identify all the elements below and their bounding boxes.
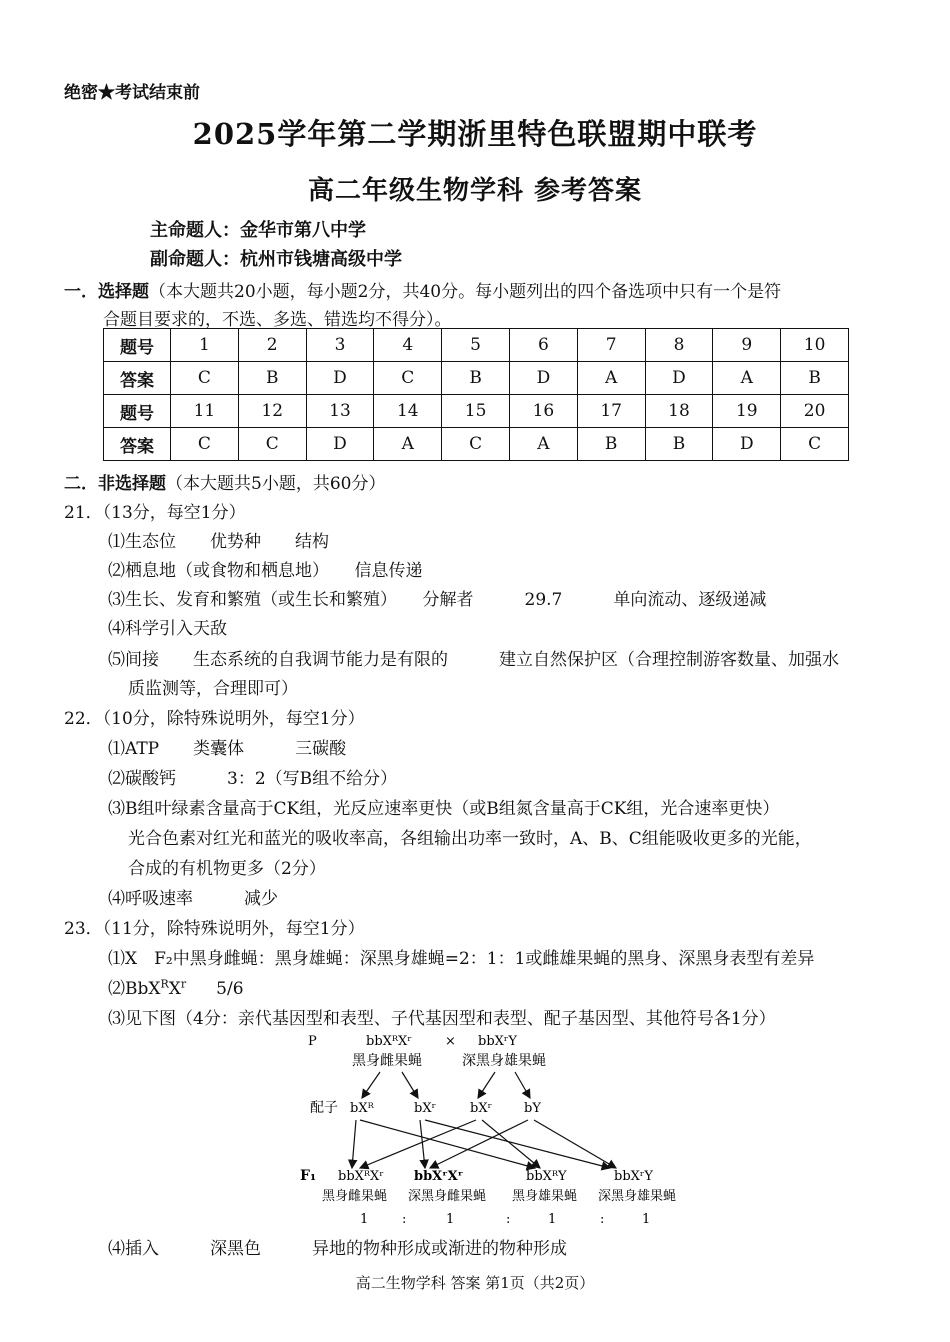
section2-heading-line bbox=[64, 469, 385, 494]
gamete-label: 配子 bbox=[310, 1100, 338, 1116]
table-row bbox=[104, 428, 849, 461]
table-header-cell: 答案 bbox=[104, 362, 171, 395]
table-cell: B bbox=[238, 362, 306, 395]
q23-answer-3: ⑶见下图（4分：亲代基因型和表型、子代基因型和表型、配子基因型、其他符号各1分） bbox=[108, 1009, 776, 1029]
gamete-3: bXʳ bbox=[470, 1101, 493, 1116]
q21-answer-4: ⑷科学引入天敌 bbox=[108, 619, 227, 639]
offspring-3-phenotype: 黑身雄果蝇 bbox=[512, 1189, 578, 1204]
offspring-3-genotype: bbXᴿY bbox=[526, 1169, 567, 1184]
table-header-cell: 题号 bbox=[104, 329, 171, 362]
table-row bbox=[104, 329, 849, 362]
table-header-cell: 答案 bbox=[104, 428, 171, 461]
page-footer: 高二生物学科 答案 第1页（共2页） bbox=[355, 1274, 595, 1292]
q22-answer-3: ⑶B组叶绿素含量高于CK组，光反应速率更快（或B组氮含量高于CK组，光合速率更快） bbox=[108, 799, 780, 819]
table-cell: D bbox=[645, 362, 713, 395]
table-cell: B bbox=[645, 428, 713, 461]
offspring-1-genotype: bbXᴿXʳ bbox=[338, 1169, 384, 1184]
offspring-1-phenotype: 黑身雌果蝇 bbox=[322, 1189, 388, 1204]
chief-author: 主命题人：金华市第八中学 bbox=[150, 220, 366, 241]
q23-genotype-mid: X bbox=[168, 979, 181, 999]
q21-answer-1: ⑴生态位 优势种 结构 bbox=[108, 532, 329, 552]
table-cell: 4 bbox=[374, 329, 442, 362]
table-cell: 1 bbox=[171, 329, 239, 362]
q22-answer-1: ⑴ATP 类囊体 三碳酸 bbox=[108, 739, 347, 759]
ratio-value: 1 bbox=[548, 1212, 557, 1227]
male-parent-phenotype: 深黑身雄果蝇 bbox=[462, 1053, 546, 1069]
table-cell: 12 bbox=[238, 395, 306, 428]
q23-heading: 23．（11分，除特殊说明外，每空1分） bbox=[64, 919, 365, 939]
section2-heading: 二．非选择题 bbox=[64, 474, 166, 494]
ratio-value: 1 bbox=[360, 1212, 369, 1227]
q23-genotype-prefix: ⑵BbX bbox=[108, 979, 161, 999]
document-title: 2025学年第二学期浙里特色联盟期中联考 bbox=[192, 117, 758, 151]
table-cell: A bbox=[713, 362, 781, 395]
table-cell: 8 bbox=[645, 329, 713, 362]
table-cell: C bbox=[171, 428, 239, 461]
section1-heading: 一．选择题 bbox=[64, 282, 149, 302]
table-cell: 14 bbox=[374, 395, 442, 428]
table-cell: D bbox=[713, 428, 781, 461]
offspring-4-genotype: bbXʳY bbox=[614, 1169, 653, 1184]
table-cell: C bbox=[781, 428, 849, 461]
parent-label: P bbox=[308, 1034, 317, 1049]
arrow bbox=[515, 1072, 530, 1098]
table-cell: B bbox=[781, 362, 849, 395]
deputy-author: 副命题人：杭州市钱塘高级中学 bbox=[150, 249, 402, 270]
table-cell: C bbox=[374, 362, 442, 395]
offspring-2-genotype: bbXʳXʳ bbox=[414, 1169, 464, 1184]
ratio-value: 1 bbox=[446, 1212, 455, 1227]
table-cell: 5 bbox=[442, 329, 510, 362]
ratio-value: 1 bbox=[642, 1212, 651, 1227]
q23-answer-4: ⑷插入 深黑色 异地的物种形成或渐进的物种形成 bbox=[108, 1239, 567, 1259]
gamete-1: bXᴿ bbox=[350, 1101, 374, 1116]
table-cell: 10 bbox=[781, 329, 849, 362]
q21-answer-3: ⑶生长、发育和繁殖（或生长和繁殖） 分解者 29.7 单向流动、逐级递减 bbox=[108, 590, 767, 610]
table-row bbox=[104, 395, 849, 428]
q21-answer-2: ⑵栖息地（或食物和栖息地） 信息传递 bbox=[108, 561, 423, 581]
arrow bbox=[425, 1120, 610, 1168]
table-cell: B bbox=[442, 362, 510, 395]
table-cell: 2 bbox=[238, 329, 306, 362]
answer-table bbox=[103, 328, 849, 461]
table-cell: 17 bbox=[577, 395, 645, 428]
ratio-colon: : bbox=[402, 1212, 407, 1227]
arrow bbox=[362, 1072, 380, 1098]
arrow bbox=[360, 1120, 476, 1168]
female-parent-phenotype: 黑身雌果蝇 bbox=[352, 1053, 422, 1069]
table-cell: 15 bbox=[442, 395, 510, 428]
section1-desc-line1: （本大题共20小题，每小题2分，共40分。每小题列出的四个备选项中只有一个是符 bbox=[149, 282, 782, 302]
q23-genotype-sup-r: R bbox=[160, 977, 169, 991]
table-cell: D bbox=[306, 428, 374, 461]
q23-answer-1: ⑴X F₂中黑身雌蝇：黑身雄蝇：深黑身雄蝇=2：1：1或雌雄果蝇的黑身、深黑身表型有差异 bbox=[108, 949, 815, 969]
table-cell: D bbox=[306, 362, 374, 395]
offspring-4-phenotype: 深黑身雄果蝇 bbox=[598, 1189, 677, 1204]
table-cell: 13 bbox=[306, 395, 374, 428]
q22-answer-3-cont2: 合成的有机物更多（2分） bbox=[128, 859, 326, 879]
q22-heading: 22．（10分，除特殊说明外，每空1分） bbox=[64, 709, 365, 729]
table-cell: A bbox=[577, 362, 645, 395]
q21-answer-5: ⑸间接 生态系统的自我调节能力是有限的 建立自然保护区（合理控制游客数量、加强水 bbox=[108, 650, 839, 670]
arrow bbox=[430, 1120, 528, 1168]
gamete-2: bXʳ bbox=[414, 1101, 437, 1116]
arrow bbox=[478, 1072, 495, 1098]
q23-probability: 5/6 bbox=[216, 979, 244, 999]
q22-answer-2: ⑵碳酸钙 3：2（写B组不给分） bbox=[108, 769, 398, 789]
f1-label: F₁ bbox=[300, 1168, 317, 1184]
table-cell: 16 bbox=[509, 395, 577, 428]
offspring-2-phenotype: 深黑身雌果蝇 bbox=[408, 1189, 487, 1204]
q21-heading: 21．（13分，每空1分） bbox=[64, 503, 246, 523]
ratio-colon: : bbox=[600, 1212, 605, 1227]
section1-desc-line2: 合题目要求的，不选、多选、错选均不得分）。 bbox=[103, 310, 452, 330]
genetic-cross-diagram bbox=[290, 1030, 700, 1230]
q23-genotype-sup-lr: r bbox=[180, 977, 187, 991]
table-cell: 11 bbox=[171, 395, 239, 428]
document-subtitle: 高二年级生物学科 参考答案 bbox=[307, 176, 643, 206]
gamete-4: bY bbox=[524, 1101, 541, 1116]
q23-answer-2 bbox=[108, 974, 244, 999]
q22-answer-4: ⑷呼吸速率 减少 bbox=[108, 889, 278, 909]
confidential-mark: 绝密★考试结束前 bbox=[64, 83, 200, 103]
arrow bbox=[360, 1120, 535, 1168]
table-cell: 6 bbox=[509, 329, 577, 362]
table-header-cell: 题号 bbox=[104, 395, 171, 428]
table-cell: 3 bbox=[306, 329, 374, 362]
q22-answer-3-cont1: 光合色素对红光和蓝光的吸收率高，各组输出功率一致时，A、B、C组能吸收更多的光能， bbox=[128, 829, 812, 849]
arrow bbox=[534, 1120, 616, 1168]
table-cell: 19 bbox=[713, 395, 781, 428]
table-cell: A bbox=[374, 428, 442, 461]
table-cell: 9 bbox=[713, 329, 781, 362]
table-cell: 20 bbox=[781, 395, 849, 428]
table-cell: C bbox=[442, 428, 510, 461]
table-cell: D bbox=[509, 362, 577, 395]
table-cell: A bbox=[509, 428, 577, 461]
male-parent-genotype: bbXʳY bbox=[478, 1034, 517, 1049]
table-cell: C bbox=[238, 428, 306, 461]
section2-desc: （本大题共5小题，共60分） bbox=[166, 474, 386, 494]
arrow bbox=[352, 1120, 356, 1168]
table-row bbox=[104, 362, 849, 395]
arrow bbox=[402, 1072, 418, 1098]
table-cell: 7 bbox=[577, 329, 645, 362]
table-cell: C bbox=[171, 362, 239, 395]
table-cell: B bbox=[577, 428, 645, 461]
section1-heading-line bbox=[64, 277, 781, 302]
arrow bbox=[420, 1120, 425, 1168]
q21-answer-5-cont: 质监测等，合理即可） bbox=[128, 679, 298, 699]
ratio-colon: : bbox=[506, 1212, 511, 1227]
cross-symbol: × bbox=[445, 1034, 456, 1049]
table-cell: 18 bbox=[645, 395, 713, 428]
female-parent-genotype: bbXᴿXʳ bbox=[366, 1034, 412, 1049]
